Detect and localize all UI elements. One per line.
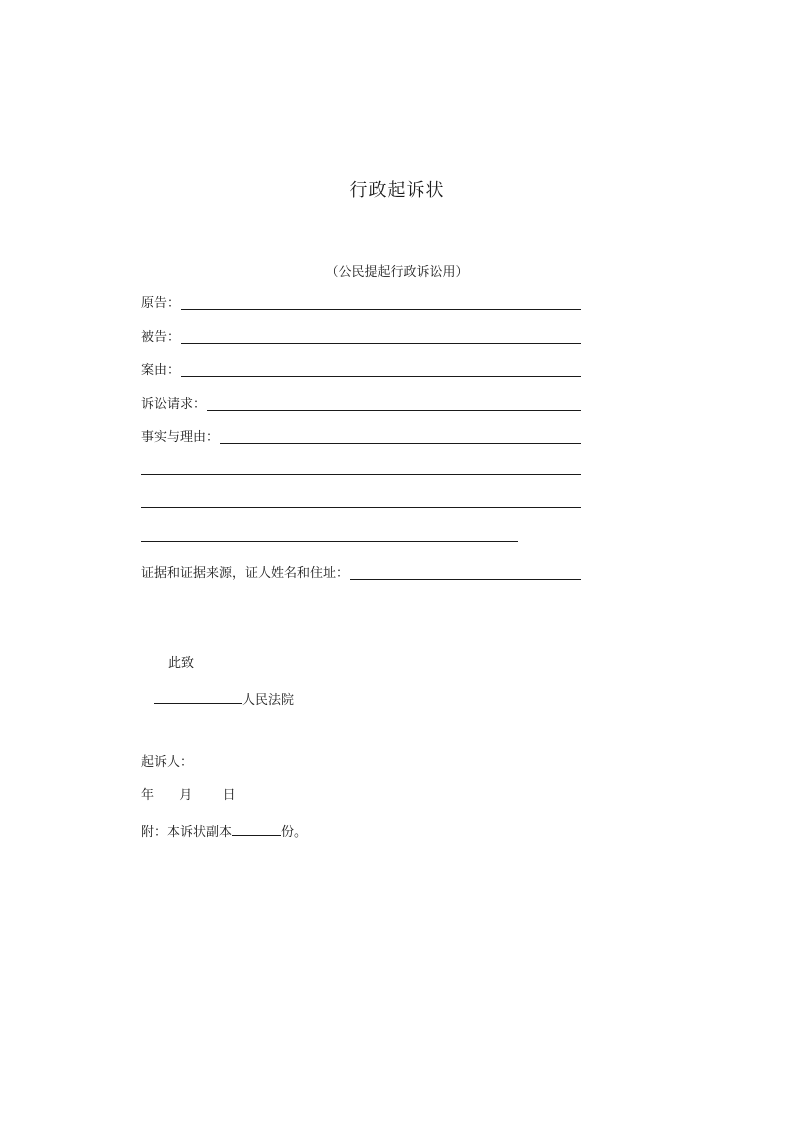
court-suffix: 人民法院 bbox=[242, 693, 295, 708]
court-name-blank[interactable] bbox=[154, 690, 242, 704]
facts-continuation-line[interactable] bbox=[141, 507, 581, 508]
date-month: 月 bbox=[179, 788, 193, 803]
claims-blank[interactable] bbox=[207, 396, 581, 411]
defendant-blank[interactable] bbox=[181, 329, 581, 344]
defendant-label: 被告： bbox=[141, 330, 181, 345]
cause-label: 案由： bbox=[141, 363, 181, 378]
date-year: 年 bbox=[141, 788, 155, 803]
date-line bbox=[141, 788, 236, 804]
plaintiff-field bbox=[141, 292, 581, 312]
evidence-blank[interactable] bbox=[350, 565, 581, 580]
claims-label: 诉讼请求： bbox=[141, 397, 207, 412]
facts-continuation-line[interactable] bbox=[141, 541, 518, 542]
cause-field bbox=[141, 359, 581, 379]
facts-label: 事实与理由： bbox=[141, 430, 220, 445]
claims-field bbox=[141, 393, 581, 413]
document-title: 行政起诉状 bbox=[349, 180, 445, 201]
copies-count-blank[interactable] bbox=[232, 822, 281, 836]
defendant-field bbox=[141, 326, 581, 346]
document-subtitle: （公民提起行政诉讼用） bbox=[325, 265, 469, 280]
plaintiff-blank[interactable] bbox=[181, 295, 581, 310]
plaintiff-label: 原告： bbox=[141, 296, 181, 311]
evidence-field bbox=[141, 562, 581, 582]
attachment-line bbox=[141, 822, 307, 841]
salutation: 此致 bbox=[168, 656, 195, 671]
attachment-prefix: 附：本诉状副本 bbox=[141, 825, 233, 840]
complainant-label: 起诉人： bbox=[141, 755, 194, 770]
court-line bbox=[154, 690, 294, 709]
evidence-label: 证据和证据来源，证人姓名和住址： bbox=[141, 566, 350, 581]
attachment-suffix: 份。 bbox=[281, 825, 308, 840]
cause-blank[interactable] bbox=[181, 362, 581, 377]
facts-field bbox=[141, 426, 581, 446]
date-day: 日 bbox=[222, 788, 236, 803]
facts-continuation-line[interactable] bbox=[141, 474, 581, 475]
facts-blank[interactable] bbox=[220, 429, 581, 444]
